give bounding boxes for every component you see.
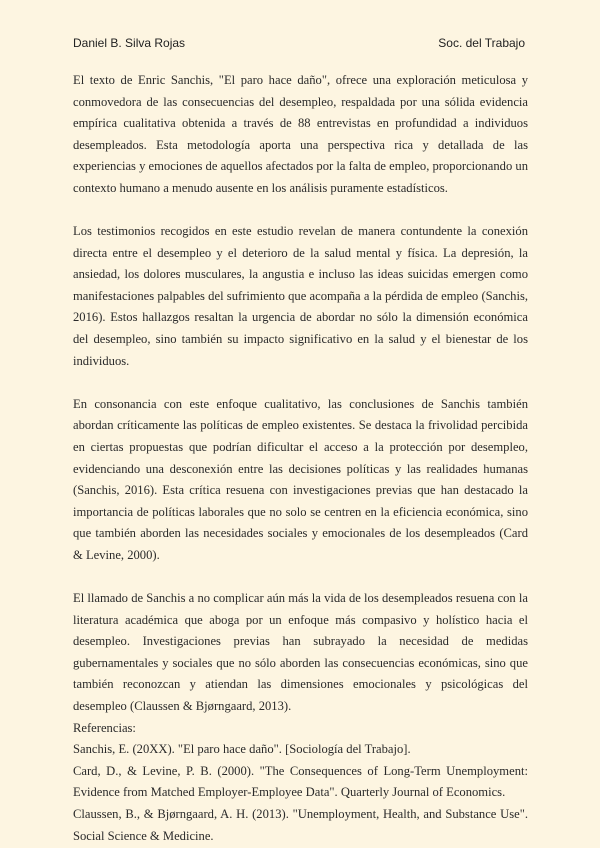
references-title: Referencias: [73, 720, 136, 735]
paragraph: Los testimonios recogidos en este estudio revelan de manera contundente la conexión directa entre el desempleo y el deterioro de la salud mental y física. La depresión, la ansiedad, los dolores musculares, la angustia e incluso las ideas suicidas emergen como manifestaciones palpables del sufrimiento que acompaña a la pérdida de empleo (Sanchis, 2016). Estos hallazgos resaltan la urgencia de abordar no sólo la dimensión económica del desempleo, sino también su impacto significativo en la salud y el bienestar de los individuos. [73, 224, 528, 368]
reference-item: Card, D., & Levine, P. B. (2000). "The Consequences of Long-Term Unemployment: Evidence from Matched Employer-Employee Data". Quarterly Journal of Economics. [73, 763, 528, 800]
reference-item: Claussen, B., & Bjørngaard, A. H. (2013). "Unemployment, Health, and Substance Use". Social Science & Medicine. [73, 806, 528, 843]
paragraph: El texto de Enric Sanchis, "El paro hace daño", ofrece una exploración meticulosa y conmovedora de las consecuencias del desempleo, respaldada por una sólida evidencia empírica cualitativa obtenida a través de 88 entrevistas en profundidad a individuos desempleados. Esta metodología aporta una perspectiva rica y detallada de las experiencias y emociones de aquellos afectados por la falta de empleo, proporcionando un contexto humano a menudo ausente en los análisis puramente estadísticos. [73, 73, 528, 195]
page-header [73, 36, 525, 50]
paragraph: El llamado de Sanchis a no complicar aún más la vida de los desempleados resuena con la literatura académica que aboga por un enfoque más compasivo y holístico hacia el desempleo. Investigaciones previas han subrayado la necesidad de medidas gubernamentales y sociales que no sólo aborden las consecuencias económicas, sino que también reconozcan y atiendan las dimensiones emocionales y psicológicas del desempleo (Claussen & Bjørngaard, 2013). [73, 590, 528, 713]
paragraph: En consonancia con este enfoque cualitativo, las conclusiones de Sanchis también abordan críticamente las políticas de empleo existentes. Se destaca la frivolidad percibida en ciertas propuestas que podrían dificultar el acceso a la protección por desempleo, evidenciando una desconexión entre las decisiones políticas y las realidades humanas (Sanchis, 2016). Esta crítica resuena con investigaciones previas que han destacado la importancia de políticas laborales que no solo se centren en la eficiencia económica, sino que también aborden las necesidades sociales y emocionales de los desempleados (Card & Levine, 2000). [73, 396, 528, 562]
header-author: Daniel B. Silva Rojas [73, 36, 186, 50]
document-body [73, 70, 528, 847]
reference-item: Sanchis, E. (20XX). "El paro hace daño". [Sociología del Trabajo]. [73, 742, 411, 757]
header-course: Soc. del Trabajo [438, 36, 525, 50]
